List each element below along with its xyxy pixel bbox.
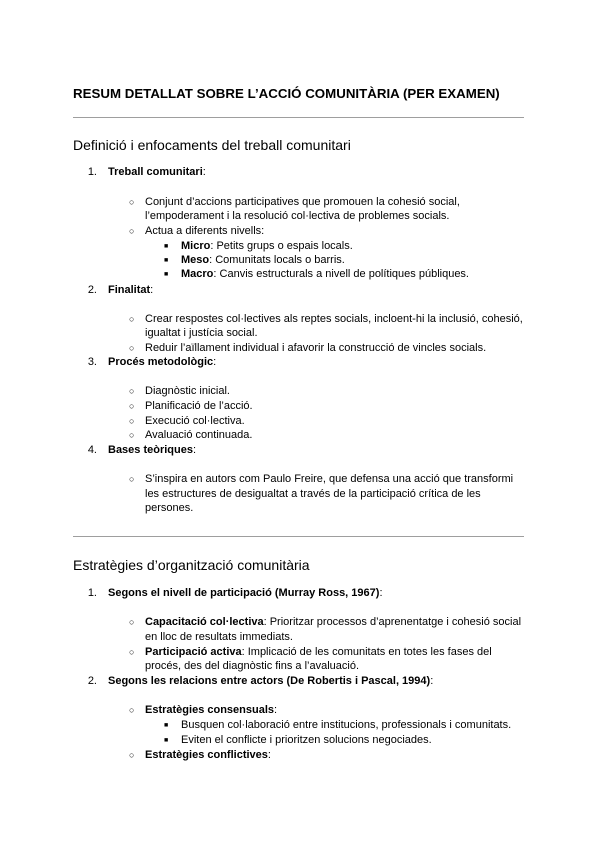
circle-bullet-icon: ○ — [129, 314, 135, 324]
circle-bullet-icon: ○ — [129, 617, 135, 627]
list-number: 1. — [87, 587, 97, 599]
document-title: RESUM DETALLAT SOBRE L’ACCIÓ COMUNITÀRIA (PER EXAMEN) — [73, 86, 500, 101]
circle-bullet-icon: ○ — [129, 647, 135, 657]
circle-bullet-icon: ○ — [129, 226, 135, 236]
bullet-text: Crear respostes col·lectives als reptes socials, incloent-hi la inclusió, cohesió, — [145, 313, 523, 325]
sub-bullet-text: Meso: Comunitats locals o barris. — [181, 254, 345, 266]
bullet-text: Avaluació continuada. — [145, 429, 253, 441]
bullet-text: les estructures de desigualtat a través de la participació crítica de les — [145, 488, 481, 500]
sub-bullet-text: Macro: Canvis estructurals a nivell de polítiques públiques. — [181, 268, 469, 280]
list-number: 1. — [87, 166, 97, 178]
square-bullet-icon: ■ — [164, 271, 169, 278]
divider — [73, 117, 524, 118]
circle-bullet-icon: ○ — [129, 705, 135, 715]
bullet-text: Execució col·lectiva. — [145, 415, 245, 427]
sub-bullet-text: Micro: Petits grups o espais locals. — [181, 240, 353, 252]
bullet-text: en lloc de resultats immediats. — [145, 631, 293, 643]
bullet-text: Estratègies conflictives: — [145, 749, 271, 761]
circle-bullet-icon: ○ — [129, 430, 135, 440]
list-item-label: Procés metodològic: — [108, 356, 217, 368]
bullet-text: l’empoderament i la resolució col·lectiva de problemes socials. — [145, 210, 450, 222]
sub-bullet-text: Busquen col·laboració entre institucions, professionals i comunitats. — [181, 719, 512, 731]
list-item-label: Finalitat: — [108, 284, 154, 296]
bullet-text: S’inspira en autors com Paulo Freire, que defensa una acció que transformi — [145, 473, 514, 485]
square-bullet-icon: ■ — [164, 722, 169, 729]
list-item-label: Segons les relacions entre actors (De Robertis i Pascal, 1994): — [108, 675, 434, 687]
list-item-label: Segons el nivell de participació (Murray Ross, 1967): — [108, 587, 383, 599]
list-number: 2. — [87, 675, 97, 687]
bullet-text: persones. — [145, 502, 194, 514]
circle-bullet-icon: ○ — [129, 343, 135, 353]
bullet-text: igualtat i justícia social. — [145, 327, 258, 339]
circle-bullet-icon: ○ — [129, 474, 135, 484]
bullet-text: Planificació de l’acció. — [145, 400, 253, 412]
section-heading-definition: Definició i enfocaments del treball comunitari — [73, 137, 351, 153]
square-bullet-icon: ■ — [164, 737, 169, 744]
circle-bullet-icon: ○ — [129, 386, 135, 396]
bullet-text: Capacitació col·lectiva: Prioritzar processos d’aprenentatge i cohesió social — [145, 616, 522, 628]
list-item-label: Treball comunitari: — [108, 166, 206, 178]
square-bullet-icon: ■ — [164, 243, 169, 250]
circle-bullet-icon: ○ — [129, 401, 135, 411]
list-number: 2. — [87, 284, 97, 296]
circle-bullet-icon: ○ — [129, 416, 135, 426]
bullet-text: Actua a diferents nivells: — [145, 225, 265, 237]
list-item-label: Bases teòriques: — [108, 444, 197, 456]
bullet-text: Reduir l’aïllament individual i afavorir la construcció de vincles socials. — [145, 342, 487, 354]
circle-bullet-icon: ○ — [129, 197, 135, 207]
sub-bullet-text: Eviten el conflicte i prioritzen solucions negociades. — [181, 734, 432, 746]
bullet-text: Conjunt d’accions participatives que promouen la cohesió social, — [145, 196, 460, 208]
circle-bullet-icon: ○ — [129, 750, 135, 760]
list-number: 3. — [87, 356, 97, 368]
bullet-text: Diagnòstic inicial. — [145, 385, 230, 397]
square-bullet-icon: ■ — [164, 257, 169, 264]
list-number: 4. — [87, 444, 97, 456]
section-heading-strategies: Estratègies d’organització comunitària — [73, 557, 310, 573]
divider — [73, 536, 524, 537]
bullet-text: Participació activa: Implicació de les comunitats en totes les fases del — [145, 646, 492, 658]
bullet-text: procés, des del diagnòstic fins a l’avaluació. — [145, 660, 360, 672]
bullet-text: Estratègies consensuals: — [145, 704, 278, 716]
